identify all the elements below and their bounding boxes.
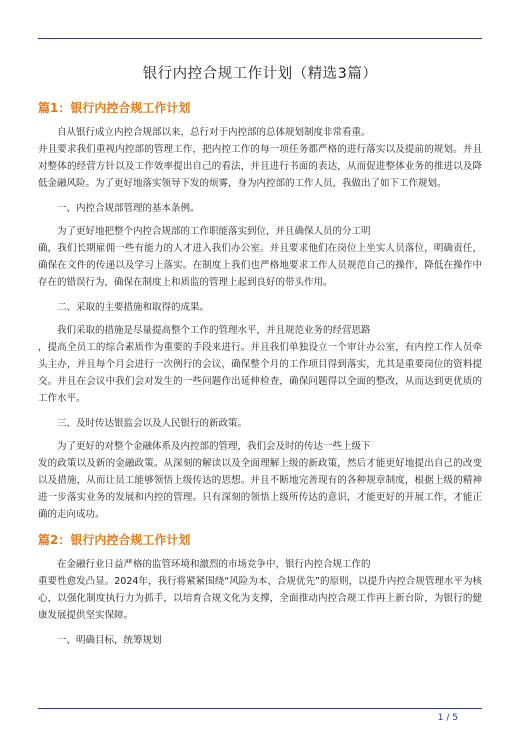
paragraph [38, 438, 482, 523]
section-2-heading: 篇2：银行内控合规工作计划 [38, 533, 191, 547]
paragraph [38, 556, 482, 624]
paragraph-line: 在金融行业日益严格的监管环境和激烈的市场竞争中，银行内控合规工作的 [57, 559, 371, 570]
section-2 [38, 531, 482, 649]
paragraph-line: ，提高全员工的综合素质作为重要的手段来进行。并且我们单独设立一个审计办公室，有内控工作人员牵头主办，并且每个月会进行一次例行的会议，确保整个月的工作项目得到落实，尤其是重要岗位的资料提交。并且在会议中我们会对发生的一些问题作出延伸检查，确保问题得以全面的整改，从而达到更优质的工作水平。 [38, 342, 482, 404]
paragraph-line: 自从银行成立内控合规部以来，总行对于内控部的总体规划制度非常看重。 [57, 127, 371, 138]
document-title: 银行内控合规工作计划（精选3篇） [142, 66, 378, 82]
paragraph-line: 重要性愈发凸显。2024年，我行将紧紧围绕“风险为本、合规优先”的原则，以提升内控合规管理水平为核心，以强化制度执行力为抓手，以培育合规文化为支撑，全面推动内控合规工作再上新台阶，为银行的健康发展提供坚实保障。 [38, 576, 482, 621]
document-body [38, 62, 482, 655]
paragraph [38, 223, 482, 291]
paragraph-line: 为了更好的对整个金融体系及内控部的管理，我们会及时的传达一些上级下 [57, 441, 371, 452]
subheading: 二、采取的主要措施和取得的成果。 [57, 302, 210, 313]
paragraph [38, 322, 482, 407]
paragraph-line: 我们采取的措施是尽量提高整个工作的管理水平，并且规范业务的经营思路 [57, 325, 371, 336]
subheading: 一、明确目标，统筹规划 [57, 635, 162, 646]
section-1-heading: 篇1：银行内控合规工作计划 [38, 101, 191, 115]
paragraph [38, 124, 482, 192]
paragraph-line: 确，我们长期雇佣一些有能力的人才进入我们办公室。并且要求他们在岗位上坐实人员落位，明确责任，确保在文件的传递以及学习上落实。在制度上我们也严格地要求工作人员规范自己的操作，降低在操作中存在的错误行为，确保在制度上和质监的管理上起到良好的带头作用。 [38, 243, 482, 288]
paragraph-line: 并且要求我们重视内控部的管理工作，把内控工作的每一项任务都严格的进行落实以及提前的规划。并且对整体的经营方针以及工作效率提出自己的看法，并且进行书面的表达，从而促进整体业务的推进以及降低金融风险。为了更好地落实领导下发的烦雾，身为内控部的工作人员，我做出了如下工作规划。 [38, 144, 482, 189]
footer-rule [38, 708, 482, 709]
paragraph-line: 发的政策以及新的金融政策。从深刻的解读以及全面理解上级的新政策，然后才能更好地提出自己的改变以及措施，从而让员工能够领悟上级传达的思想。并且不断地完善现有的各种规章制度，根据上级的精神进一步落实业务的发展和内控的管理。只有深刻的领悟上级所传达的意识，才能更好的开展工作，才能正确的走向成功。 [38, 458, 482, 520]
page-number: 1 / 5 [437, 713, 458, 723]
paragraph-line: 为了更好地把整个内控合规部的工作职能落实到位，并且确保人员的分工明 [57, 226, 371, 237]
subheading: 一、内控合规部管理的基本条例。 [57, 203, 200, 214]
subheading: 三、及时传达银监会以及人民银行的新政策。 [57, 418, 248, 429]
section-1 [38, 99, 482, 523]
header-rule [38, 38, 482, 39]
